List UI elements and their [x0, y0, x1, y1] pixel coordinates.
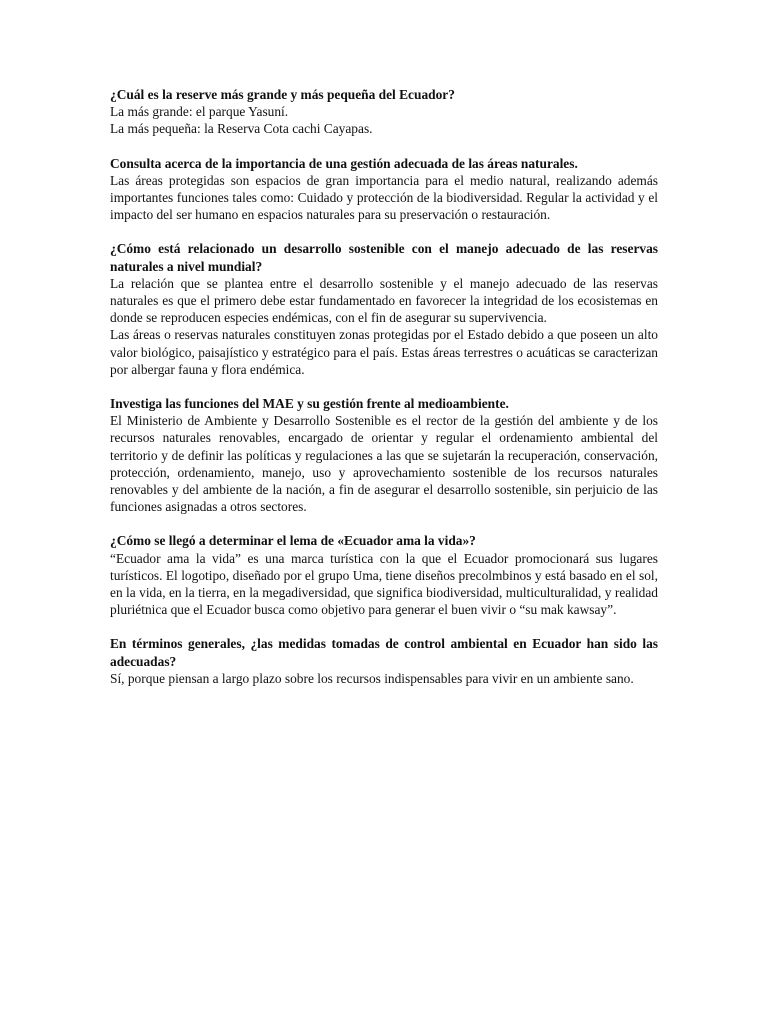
- question-heading: En términos generales, ¿las medidas tomadas de control ambiental en Ecuador han sido las adecuadas?: [110, 636, 658, 669]
- section-natural-areas-management: [110, 155, 658, 224]
- question-heading: ¿Cómo se llegó a determinar el lema de «Ecuador ama la vida»?: [110, 533, 476, 549]
- document-page: [110, 86, 658, 704]
- answer-paragraph: La relación que se plantea entre el desarrollo sostenible y el manejo adecuado de las reservas naturales es que el primero debe estar fundamentado en favorecer la integridad de los ecosistemas en donde se reproducen especies endémicas, con el fin de asegurar su supervivencia.: [110, 275, 658, 326]
- answer-line: La más pequeña: la Reserva Cota cachi Cayapas.: [110, 121, 373, 137]
- answer-paragraph: Las áreas o reservas naturales constituyen zonas protegidas por el Estado debido a que poseen un alto valor biológico, paisajístico y estratégico para el país. Estas áreas terrestres o acuáticas se caracterizan por albergar fauna y flora endémica.: [110, 327, 658, 377]
- question-heading: ¿Cómo está relacionado un desarrollo sostenible con el manejo adecuado de las reservas naturales a nivel mundial?: [110, 241, 658, 274]
- section-largest-smallest-reserve: [110, 86, 658, 138]
- question-heading: ¿Cuál es la reserve más grande y más pequeña del Ecuador?: [110, 87, 455, 102]
- answer-paragraph: El Ministerio de Ambiente y Desarrollo Sostenible es el rector de la gestión del ambiente y de los recursos naturales renovables, encargado de orientar y regular el ordenamiento ambiental del territorio y de definir las políticas y regulaciones a las que se sujetarán la recuperación, conservación, protección, ordenamiento, manejo, uso y aprovechamiento sostenible de los recursos naturales renovables y del ambiente de la nación, a fin de asegurar el desarrollo sostenible, sin perjuicio de las funciones asignadas a otros sectores.: [110, 413, 658, 515]
- section-ecuador-ama-la-vida: [110, 532, 658, 618]
- question-heading: Consulta acerca de la importancia de una gestión adecuada de las áreas naturales.: [110, 155, 578, 171]
- answer-paragraph: [110, 103, 658, 137]
- section-environmental-control-measures: [110, 635, 658, 687]
- section-mae-functions: [110, 395, 658, 515]
- answer-line: La más grande: el parque Yasuní.: [110, 104, 289, 120]
- question-heading: Investiga las funciones del MAE y su gestión frente al medioambiente.: [110, 396, 509, 412]
- answer-paragraph: Sí, porque piensan a largo plazo sobre los recursos indispensables para vivir en un ambiente sano.: [110, 670, 634, 686]
- section-sustainable-development: [110, 240, 658, 378]
- answer-paragraph: Las áreas protegidas son espacios de gran importancia para el medio natural, realizando además importantes funciones tales como: Cuidado y protección de la biodiversidad. Regular la actividad y el impacto del ser humano en espacios naturales para su preservación o restauración.: [110, 172, 658, 223]
- answer-paragraph: “Ecuador ama la vida” es una marca turística con la que el Ecuador promocionará sus lugares turísticos. El logotipo, diseñado por el grupo Uma, tiene diseños precolmbinos y está basado en el sol, en la vida, en la tierra, en la megadiversidad, que significa biodiversidad, multiculturalidad, y realidad pluriétnica que el Ecuador busca como objetivo para generar el buen vivir o “su mak kawsay”.: [110, 550, 658, 618]
